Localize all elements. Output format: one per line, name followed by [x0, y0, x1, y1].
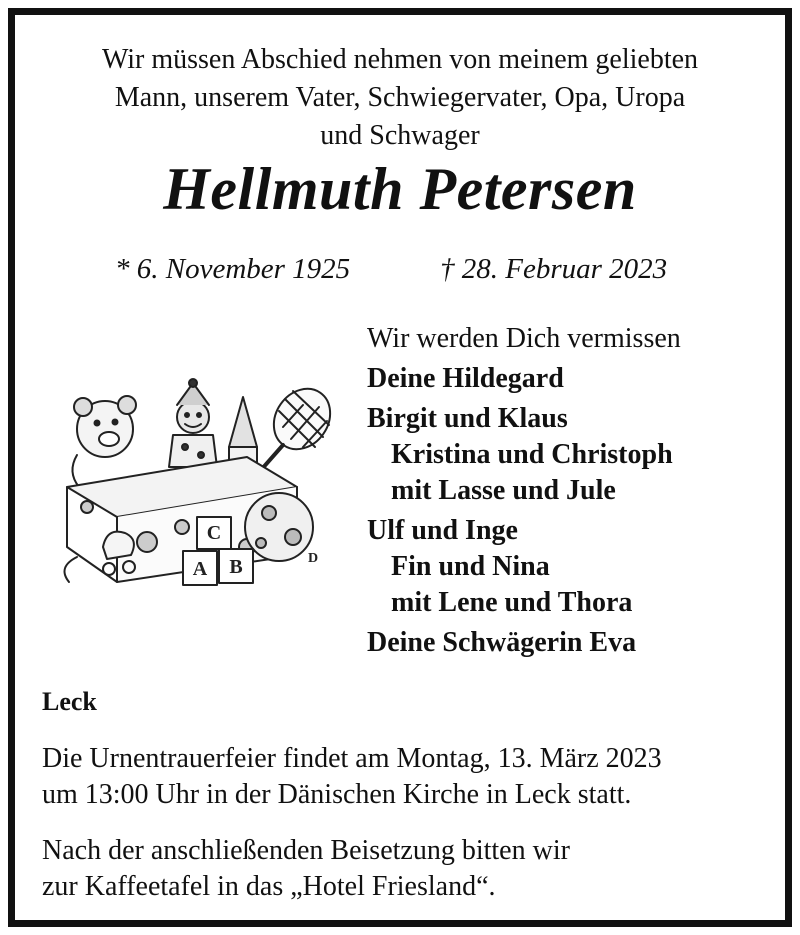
reception-line: zur Kaffeetafel in das „Hotel Friesland“.	[42, 871, 496, 902]
toys-illustration	[47, 377, 337, 597]
family-member: mit Lene und Thora	[391, 587, 633, 618]
ceremony-text	[42, 741, 662, 813]
birth-date: * 6. November 1925	[115, 253, 351, 285]
intro-line: und Schwager	[320, 120, 480, 151]
family-member: Deine Schwägerin Eva	[367, 627, 637, 658]
tennis-racket-icon	[253, 378, 337, 479]
block-label: A	[192, 558, 208, 580]
farewell-line: Wir werden Dich vermissen	[367, 323, 681, 354]
ceremony-line: um 13:00 Uhr in der Dänischen Kirche in Leck statt.	[42, 779, 632, 810]
reception-line: Nach der anschließenden Beisetzung bitten wir	[42, 835, 570, 866]
deceased-name: Hellmuth Petersen	[163, 156, 637, 222]
family-member: Fin und Nina	[391, 551, 550, 582]
intro-line: Wir müssen Abschied nehmen von meinem geliebten	[101, 44, 699, 75]
place-name: Leck	[42, 687, 97, 716]
reception-text	[42, 833, 570, 905]
family-member: Ulf und Inge	[367, 515, 518, 546]
ball-icon	[245, 493, 313, 561]
block-label: C	[206, 522, 222, 544]
teddy-bear-icon	[72, 396, 136, 487]
family-list	[367, 321, 681, 661]
family-member: mit Lasse und Jule	[391, 475, 616, 506]
intro-line: Mann, unserem Vater, Schwiegervater, Opa, Uropa	[114, 82, 686, 113]
family-member: Kristina und Christoph	[391, 439, 673, 470]
death-date: † 28. Februar 2023	[440, 253, 668, 285]
block-label: B	[229, 556, 243, 578]
block-label: D	[307, 551, 319, 566]
family-member: Birgit und Klaus	[367, 403, 568, 434]
intro-text	[15, 41, 785, 155]
clown-icon	[169, 379, 217, 467]
notice-frame	[8, 8, 792, 927]
ceremony-line: Die Urnentrauerfeier findet am Montag, 13. März 2023	[42, 743, 662, 774]
family-member: Deine Hildegard	[367, 363, 564, 394]
